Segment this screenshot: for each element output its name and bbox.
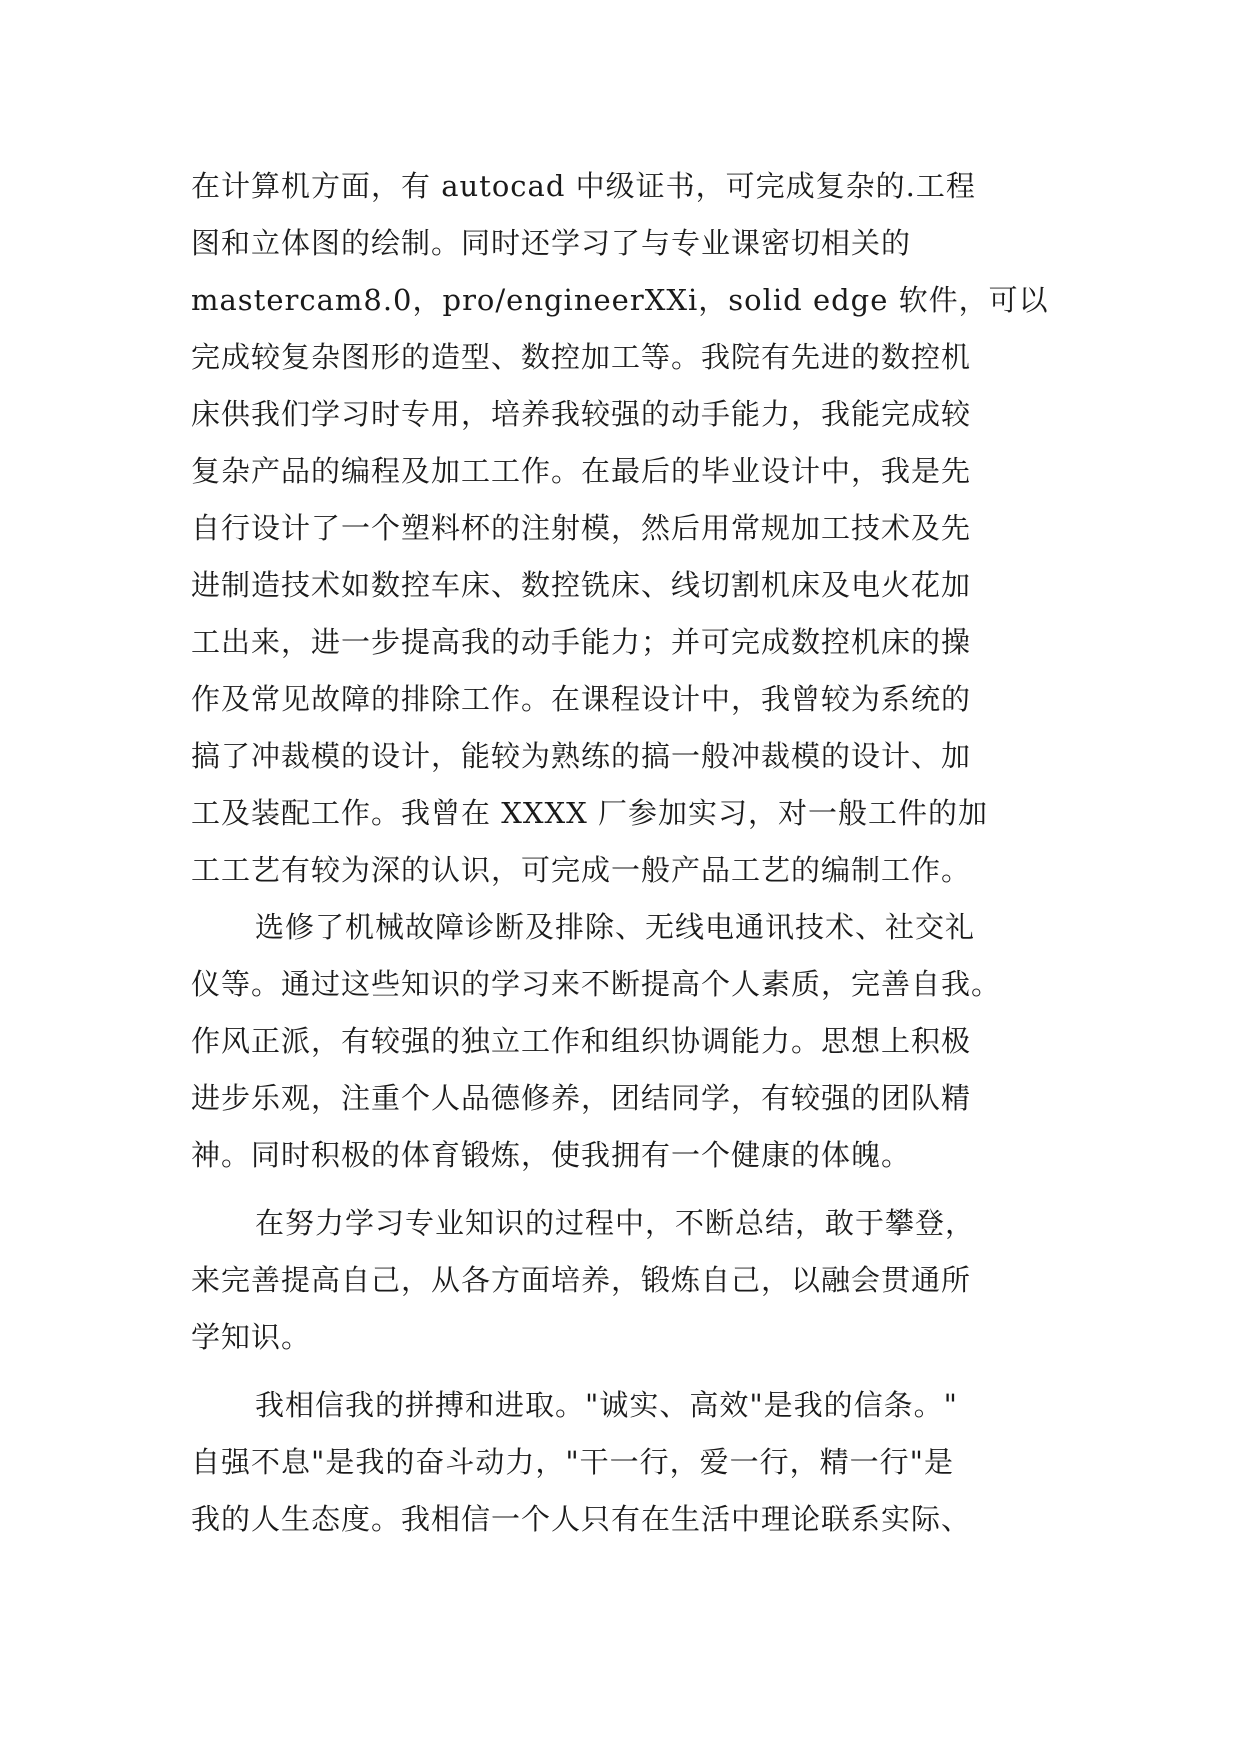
text-line: 来完善提高自己，从各方面培养，锻炼自己，以融会贯通所	[191, 1263, 972, 1297]
text-line: 搞了冲裁模的设计，能较为熟练的搞一般冲裁模的设计、加	[191, 739, 972, 773]
text-line: 自强不息"是我的奋斗动力，"干一行，爱一行，精一行"是	[191, 1445, 955, 1479]
paragraph-start-line: 在努力学习专业知识的过程中，不断总结，敢于攀登，	[255, 1206, 976, 1240]
text-line: 自行设计了一个塑料杯的注射模，然后用常规加工技术及先	[191, 511, 972, 545]
text-line: 图和立体图的绘制。同时还学习了与专业课密切相关的	[191, 226, 912, 260]
text-line: 作风正派，有较强的独立工作和组织协调能力。思想上积极	[191, 1024, 972, 1058]
text-line: 仪等。通过这些知识的学习来不断提高个人素质，完善自我。	[191, 967, 1002, 1001]
text-line: 进制造技术如数控车床、数控铣床、线切割机床及电火花加	[191, 568, 972, 602]
text-line: 工及装配工作。我曾在 XXXX 厂参加实习，对一般工件的加	[191, 796, 989, 830]
text-line: 完成较复杂图形的造型、数控加工等。我院有先进的数控机	[191, 340, 972, 374]
paragraph-start-line: 我相信我的拼搏和进取。"诚实、高效"是我的信条。"	[255, 1388, 959, 1422]
paragraph-start-line: 选修了机械故障诊断及排除、无线电通讯技术、社交礼	[255, 910, 976, 944]
text-line: mastercam8.0，pro/engineerXXi，solid edge 软件，可以	[191, 283, 1049, 317]
text-line: 我的人生态度。我相信一个人只有在生活中理论联系实际、	[191, 1502, 972, 1536]
text-line: 神。同时积极的体育锻炼，使我拥有一个健康的体魄。	[191, 1138, 912, 1172]
text-line: 作及常见故障的排除工作。在课程设计中，我曾较为系统的	[191, 682, 972, 716]
text-line: 进步乐观，注重个人品德修养，团结同学，有较强的团队精	[191, 1081, 972, 1115]
text-line: 复杂产品的编程及加工工作。在最后的毕业设计中，我是先	[191, 454, 972, 488]
text-line: 床供我们学习时专用，培养我较强的动手能力，我能完成较	[191, 397, 972, 431]
text-line: 学知识。	[191, 1320, 312, 1354]
text-line: 工工艺有较为深的认识，可完成一般产品工艺的编制工作。	[191, 853, 972, 887]
text-line: 在计算机方面，有 autocad 中级证书，可完成复杂的.工程	[191, 169, 976, 203]
text-line: 工出来，进一步提高我的动手能力；并可完成数控机床的操	[191, 625, 972, 659]
